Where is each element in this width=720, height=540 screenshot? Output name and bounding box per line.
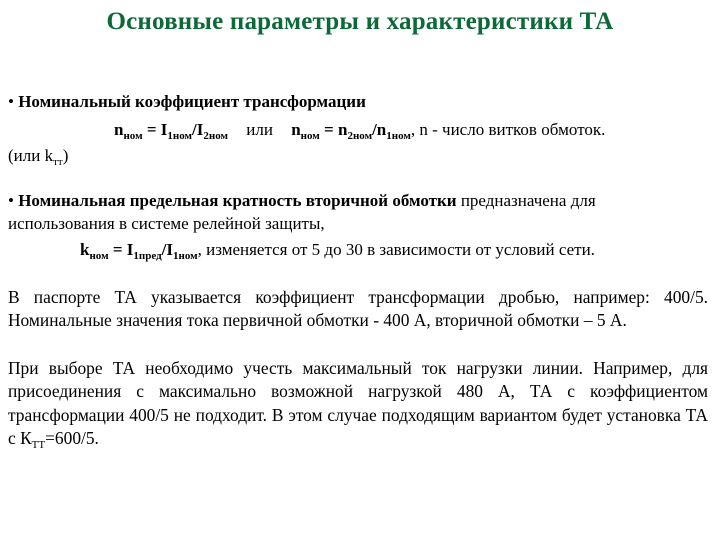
or-word: или bbox=[246, 120, 273, 139]
item2-heading bbox=[8, 191, 596, 211]
ktt-alias: (или $k_{тт}$) bbox=[8, 146, 69, 168]
accuracy-limit-formula: $k_{ном} = I_{1пред}/I_{1ном}$, изменяется от 5 до 30 в зависимости от условий сети. bbox=[80, 240, 595, 262]
bullet: • bbox=[8, 92, 14, 111]
bullet: • bbox=[8, 191, 14, 210]
item2-line2: использования в системе релейной защиты, bbox=[8, 214, 325, 233]
turns-note: , n - число витков обмоток. bbox=[410, 120, 606, 139]
item2-rest: предназначена для bbox=[456, 191, 596, 210]
passport-paragraph: В паспорте ТА указывается коэффициент трансформации дробью, например: 400/5. Номинальные значения тока первичной обмотки - 400 А, вторичной обмотки – 5 А. bbox=[8, 287, 708, 331]
range-note: , изменяется от 5 до 30 в зависимости от условий сети. bbox=[197, 240, 595, 259]
transformation-ratio-formula: $n_{ном} = I_{1ном}/I_{2ном}$ или $n_{ном} = n_{2ном}/n_{1ном}$, n - число витков обмоток. bbox=[114, 120, 606, 142]
item1-heading bbox=[8, 92, 366, 112]
item1-label: Номинальный коэффициент трансформации bbox=[18, 92, 366, 111]
slide-title: Основные параметры и характеристики ТА bbox=[106, 8, 614, 35]
item2-label: Номинальная предельная кратность вторичной обмотки bbox=[18, 191, 457, 210]
selection-paragraph: При выборе ТА необходимо учесть максимальный ток нагрузки линии. Например, для присоединения с максимально возможной нагрузкой 480 А, ТА с коэффициентом трансформации 400/5 не подходит. В этом случае подходящим вариантом будет установка ТА с $К_{ТТ}=600/5$. bbox=[8, 358, 708, 452]
